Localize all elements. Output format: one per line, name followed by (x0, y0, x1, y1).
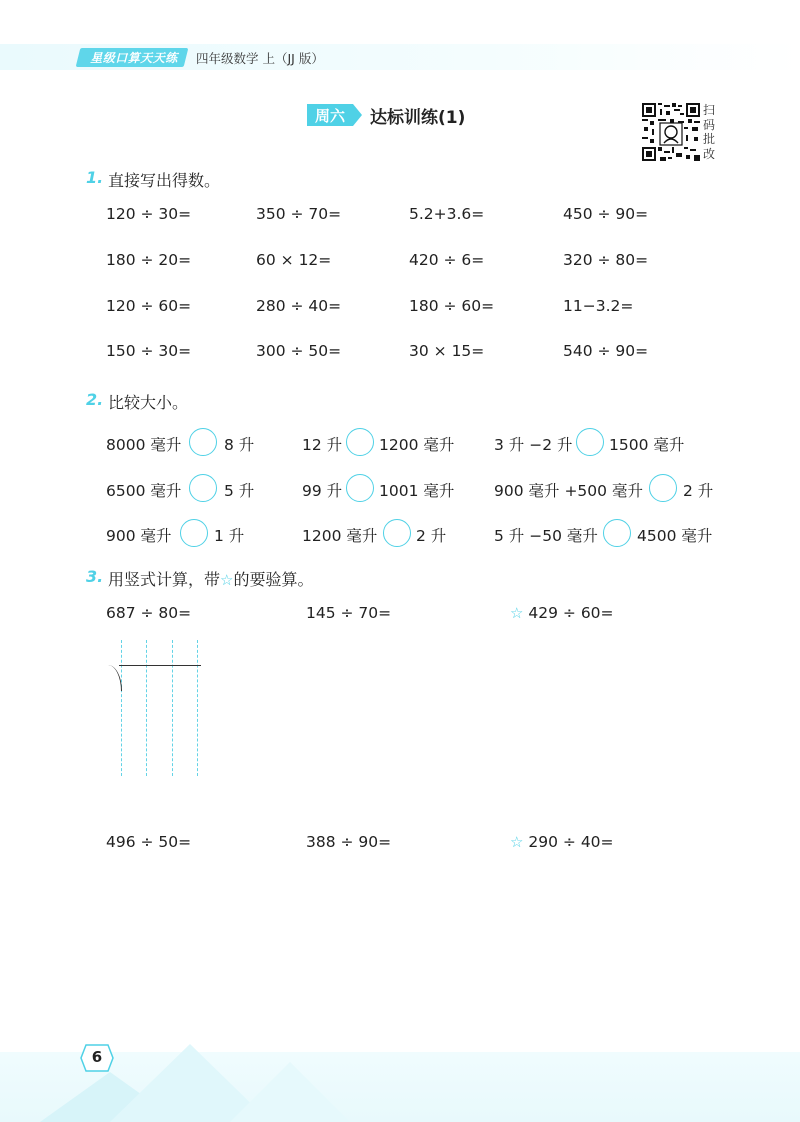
vertical-problem: 388 ÷ 90= (306, 833, 392, 851)
compare-circle[interactable] (189, 428, 217, 456)
problem: 150 ÷ 30= (106, 342, 192, 360)
star-icon: ☆ (510, 604, 524, 622)
book-subtitle: 四年级数学 上（JJ 版） (196, 51, 324, 66)
page-number: 6 (91, 1048, 103, 1066)
section-1-title: 直接写出得数。 (108, 171, 221, 190)
problem: 30 × 15= (409, 342, 485, 360)
compare-left: 3 升 −2 升 (494, 436, 573, 454)
compare-right: 1 升 (214, 527, 245, 545)
compare-circle[interactable] (576, 428, 604, 456)
problem: 540 ÷ 90= (563, 342, 649, 360)
problem: 180 ÷ 20= (106, 251, 192, 269)
problem: 320 ÷ 80= (563, 251, 649, 269)
compare-right: 2 升 (683, 482, 714, 500)
compare-left: 12 升 (302, 436, 343, 454)
compare-circle[interactable] (346, 474, 374, 502)
problem: 120 ÷ 60= (106, 297, 192, 315)
problem: 180 ÷ 60= (409, 297, 495, 315)
compare-left: 900 毫升 (106, 527, 172, 545)
vertical-problem: 145 ÷ 70= (306, 604, 392, 622)
star-icon: ☆ (510, 833, 524, 851)
compare-circle[interactable] (189, 474, 217, 502)
compare-circle[interactable] (649, 474, 677, 502)
section-3-number: 3. (86, 567, 104, 586)
problem: 450 ÷ 90= (563, 205, 649, 223)
problem: 300 ÷ 50= (256, 342, 342, 360)
problem: 60 × 12= (256, 251, 332, 269)
vertical-problem: ☆ 429 ÷ 60= (510, 604, 614, 622)
compare-circle[interactable] (603, 519, 631, 547)
compare-right: 4500 毫升 (637, 527, 713, 545)
vertical-problem: 496 ÷ 50= (106, 833, 192, 851)
problem: 420 ÷ 6= (409, 251, 485, 269)
compare-left: 99 升 (302, 482, 343, 500)
vertical-problem: 687 ÷ 80= (106, 604, 192, 622)
qr-code-icon[interactable] (642, 103, 700, 161)
qr-label: 扫 码 批 改 (703, 103, 716, 161)
compare-circle[interactable] (346, 428, 374, 456)
problem: 11−3.2= (563, 297, 634, 315)
series-title: 星级口算天天练 (90, 51, 178, 65)
section-1-number: 1. (86, 168, 104, 187)
page-title: 达标训练(1) (370, 108, 466, 128)
compare-right: 1500 毫升 (609, 436, 685, 454)
compare-circle[interactable] (180, 519, 208, 547)
star-icon: ☆ (220, 571, 234, 589)
compare-right: 5 升 (224, 482, 255, 500)
vertical-problem: ☆ 290 ÷ 40= (510, 833, 614, 851)
footer-band (0, 1052, 800, 1122)
compare-circle[interactable] (383, 519, 411, 547)
day-badge-label: 周六 (314, 107, 345, 125)
compare-right: 8 升 (224, 436, 255, 454)
section-2-title: 比较大小。 (108, 393, 189, 412)
problem: 280 ÷ 40= (256, 297, 342, 315)
compare-left: 1200 毫升 (302, 527, 378, 545)
section-2-number: 2. (86, 390, 104, 409)
problem: 5.2+3.6= (409, 205, 485, 223)
compare-right: 1200 毫升 (379, 436, 455, 454)
problem: 350 ÷ 70= (256, 205, 342, 223)
section-3-title: 用竖式计算，带☆的要验算。 (108, 570, 314, 589)
compare-right: 1001 毫升 (379, 482, 455, 500)
compare-right: 2 升 (416, 527, 447, 545)
compare-left: 8000 毫升 (106, 436, 182, 454)
compare-left: 900 毫升 +500 毫升 (494, 482, 643, 500)
compare-left: 6500 毫升 (106, 482, 182, 500)
compare-left: 5 升 −50 毫升 (494, 527, 598, 545)
problem: 120 ÷ 30= (106, 205, 192, 223)
